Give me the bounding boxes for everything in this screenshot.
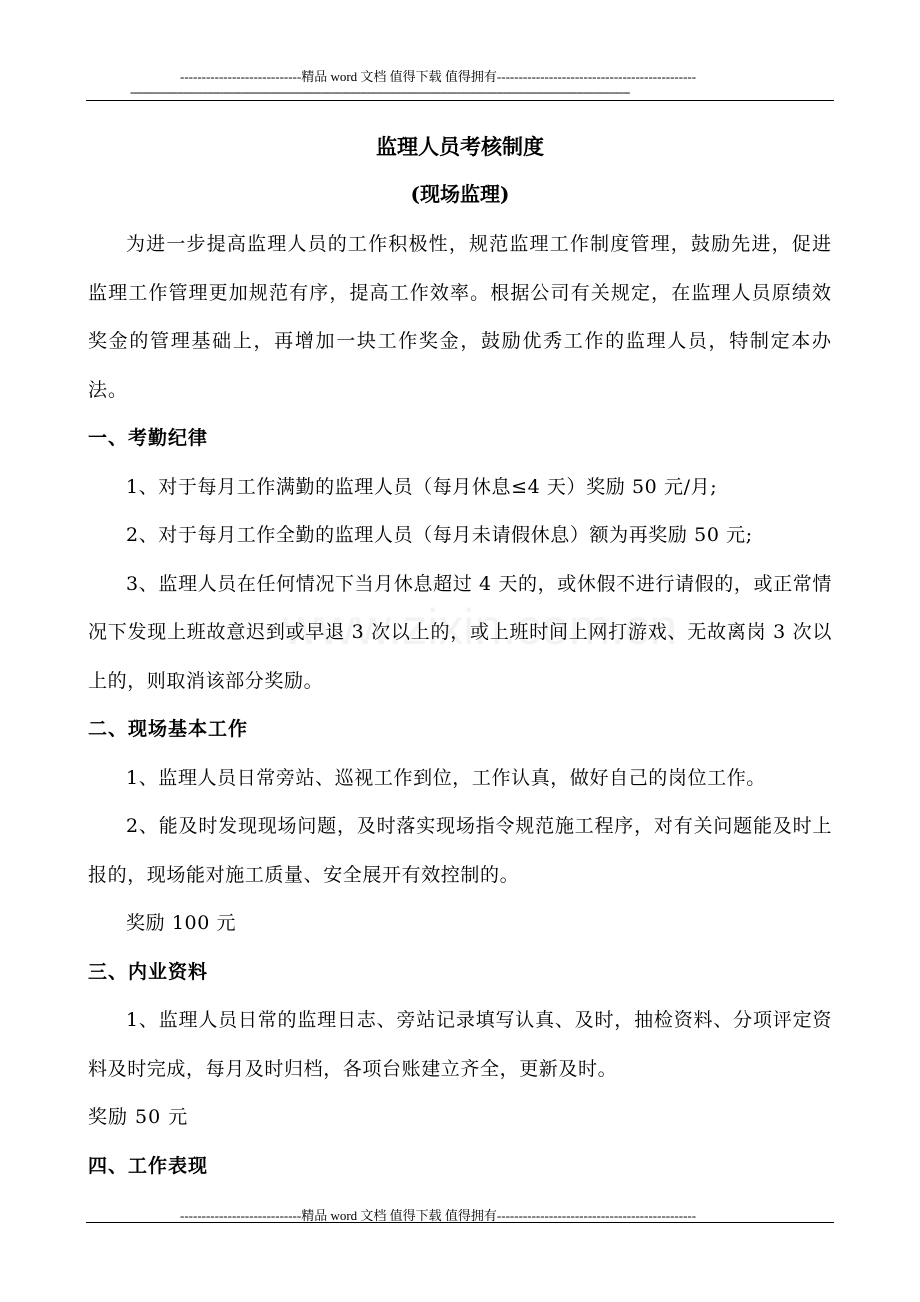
documents-item-1: 1、监理人员日常的监理日志、旁站记录填写认真、及时，抽检资料、分项评定资料及时完成，每月及时归档，各项台账建立齐全，更新及时。 — [88, 1009, 832, 1080]
header-banner-text: ----------------------------精品 word 文档 值得下载 值得拥有---------------------------------------------- — [180, 69, 697, 84]
section-heading-attendance: 一、考勤纪律 — [88, 427, 209, 449]
document-title: 监理人员考核制度 — [376, 134, 544, 159]
attendance-item-1: 1、对于每月工作满勤的监理人员（每月休息≤4 天）奖励 50 元/月; — [126, 475, 718, 498]
site-work-item-2: 2、能及时发现现场问题，及时落实现场指令规范施工程序，对有关问题能及时上报的，现场能对施工质量、安全展开有效控制的。 — [88, 815, 832, 886]
document-body — [88, 124, 832, 1190]
footer-banner-text: ----------------------------精品 word 文档 值得下载 值得拥有---------------------------------------------- — [180, 1208, 697, 1223]
header-dashed-line: ------------------------------------------------------------------------------------------------------------------------------------------------------ — [130, 84, 630, 99]
footer-rule — [86, 1222, 834, 1223]
attendance-item-3: 3、监理人员在任何情况下当月休息超过 4 天的，或休假不进行请假的，或正常情况下发现上班故意迟到或早退 3 次以上的，或上班时间上网打游戏、无故离岗 3 次以上的，则取消该部分奖励。 — [88, 572, 832, 692]
site-work-reward: 奖励 100 元 — [126, 912, 237, 934]
section-heading-site-work: 二、现场基本工作 — [88, 718, 249, 740]
document-subtitle: (现场监理) — [410, 182, 510, 206]
section-heading-documents: 三、内业资料 — [88, 960, 209, 983]
site-work-item-1: 1、监理人员日常旁站、巡视工作到位，工作认真，做好自己的岗位工作。 — [126, 766, 766, 789]
header-rule — [86, 100, 834, 101]
attendance-item-2: 2、对于每月工作全勤的监理人员（每月未请假休息）额为再奖励 50 元; — [126, 524, 753, 546]
intro-paragraph: 为进一步提高监理人员的工作积极性，规范监理工作制度管理，鼓励先进，促进监理工作管理更加规范有序，提高工作效率。根据公司有关规定，在监理人员原绩效奖金的管理基础上，再增加一块工作奖金，鼓励优秀工作的监理人员，特制定本办法。 — [88, 233, 832, 401]
documents-reward: 奖励 50 元 — [88, 1106, 189, 1128]
section-heading-performance: 四、工作表现 — [88, 1154, 209, 1177]
